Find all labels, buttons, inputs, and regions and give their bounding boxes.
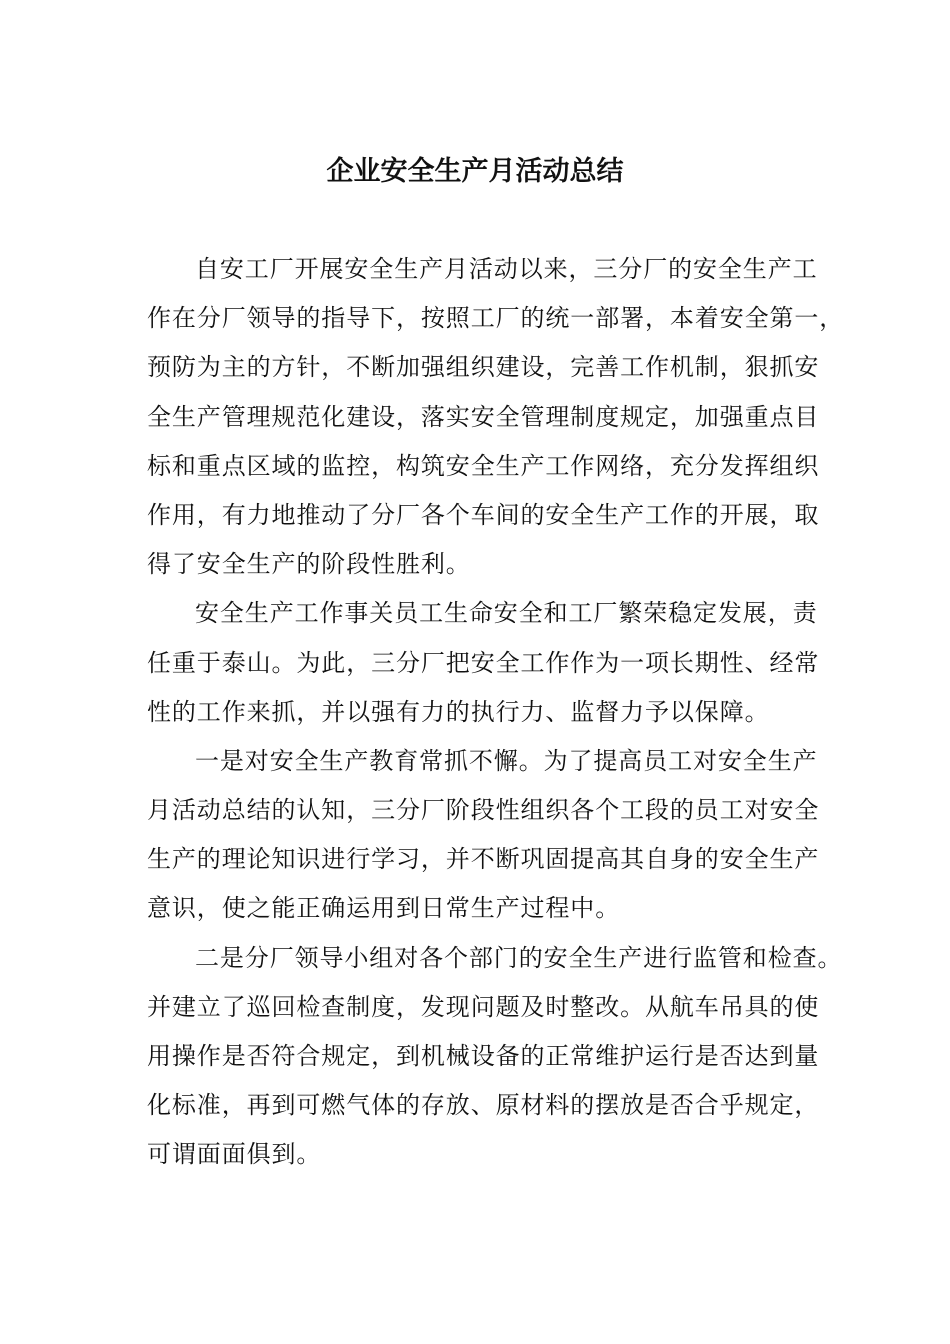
paragraph-line: 一是对安全生产教育常抓不懈。为了提高员工对安全生产 (195, 746, 818, 775)
paragraph-line: 标和重点区域的监控，构筑安全生产工作网络，充分发挥组织 (147, 451, 820, 480)
paragraph-line: 得了安全生产的阶段性胜利。 (147, 550, 471, 579)
paragraph-line: 用操作是否符合规定，到机械设备的正常维护运行是否达到量 (147, 1042, 820, 1070)
paragraph-line: 意识，使之能正确运用到日常生产过程中。 (147, 894, 621, 923)
paragraph-2 (147, 589, 820, 737)
paragraph-line: 自安工厂开展安全生产月活动以来，三分厂的安全生产工 (195, 255, 818, 283)
paragraph-line: 可谓面面俱到。 (147, 1140, 322, 1169)
paragraph-line: 任重于泰山。为此，三分厂把安全工作作为一项长期性、经常 (147, 648, 820, 677)
paragraph-line: 化标准，再到可燃气体的存放、原材料的摆放是否合乎规定， (147, 1091, 820, 1120)
paragraph-line: 安全生产工作事关员工生命安全和工厂繁荣稳定发展，责 (195, 599, 818, 628)
paragraph-4 (147, 934, 843, 1180)
paragraph-line: 作用，有力地推动了分厂各个车间的安全生产工作的开展，取 (147, 500, 820, 529)
paragraph-3 (147, 737, 820, 934)
document-body (147, 245, 845, 1180)
paragraph-line: 全生产管理规范化建设，落实安全管理制度规定，加强重点目 (147, 402, 820, 431)
paragraph-line: 生产的理论知识进行学习，并不断巩固提高其自身的安全生产 (147, 845, 820, 874)
paragraph-line: 性的工作来抓，并以强有力的执行力、监督力予以保障。 (147, 697, 770, 726)
paragraph-line: 月活动总结的认知，三分厂阶段性组织各个工段的员工对安全 (147, 796, 820, 825)
paragraph-line: 作在分厂领导的指导下，按照工厂的统一部署，本着安全第一， (147, 304, 845, 333)
document-title: 企业安全生产月活动总结 (326, 156, 624, 187)
paragraph-1 (147, 245, 845, 589)
paragraph-line: 预防为主的方针，不断加强组织建设，完善工作机制，狠抓安 (147, 353, 820, 382)
paragraph-line: 二是分厂领导小组对各个部门的安全生产进行监管和检查。 (195, 943, 843, 972)
paragraph-line: 并建立了巡回检查制度，发现问题及时整改。从航车吊具的使 (147, 992, 820, 1021)
